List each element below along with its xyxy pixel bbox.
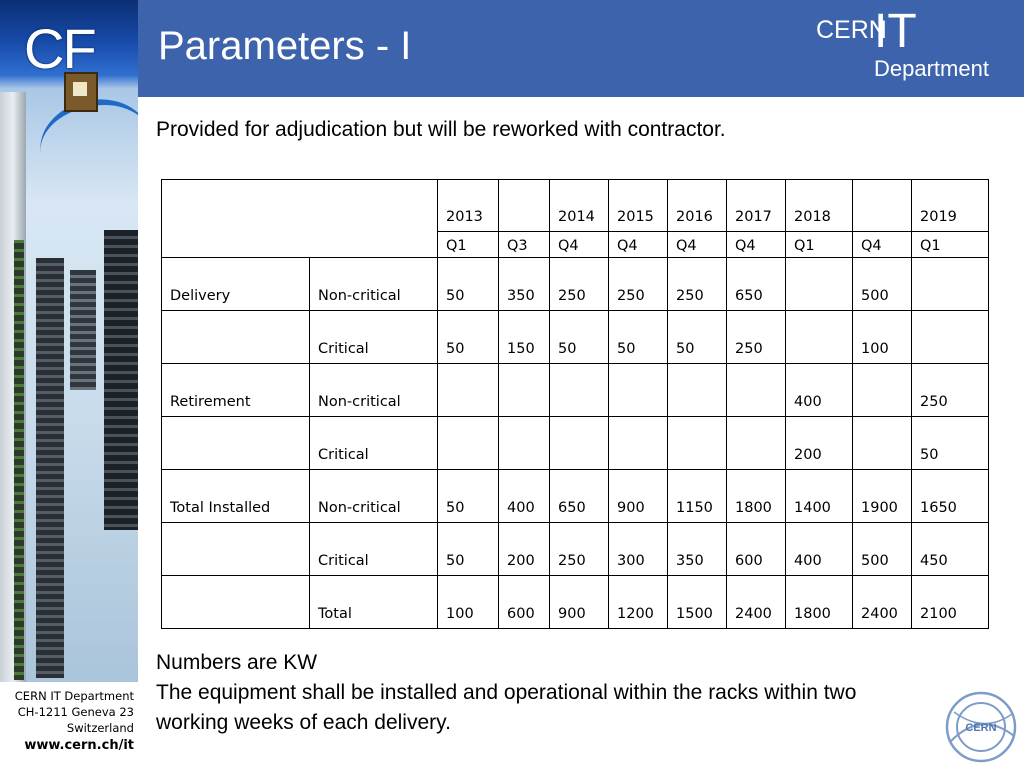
value-cell: 350 (499, 258, 550, 311)
value-cell: 400 (499, 470, 550, 523)
value-cell: 600 (727, 523, 786, 576)
value-cell: 2400 (853, 576, 912, 629)
year-cell: 2019 (912, 180, 989, 232)
photo-rack-lights (14, 240, 24, 680)
cf-logo: CF (24, 17, 95, 80)
note-installation: The equipment shall be installed and operational within the racks within two working weeks of each delivery. (156, 681, 857, 734)
value-cell (550, 364, 609, 417)
value-cell: 50 (438, 523, 499, 576)
table-row (162, 470, 989, 523)
value-cell: 250 (668, 258, 727, 311)
value-cell: 250 (609, 258, 668, 311)
value-cell: 50 (912, 417, 989, 470)
value-cell: 2100 (912, 576, 989, 629)
row-type-cell: Non-critical (310, 470, 438, 523)
row-group-cell (162, 311, 310, 364)
year-cell: 2017 (727, 180, 786, 232)
value-cell: 900 (609, 470, 668, 523)
photo-rack-far (70, 270, 96, 390)
value-cell: 200 (786, 417, 853, 470)
year-header-row (162, 180, 989, 232)
value-cell: 50 (438, 311, 499, 364)
photo-rack-right (104, 230, 138, 530)
value-cell: 250 (550, 523, 609, 576)
footer-address (0, 688, 134, 756)
page-title: Parameters - I (158, 24, 412, 68)
value-cell: 400 (786, 364, 853, 417)
quarter-cell: Q4 (550, 232, 609, 258)
value-cell: 1800 (786, 576, 853, 629)
value-cell: 1650 (912, 470, 989, 523)
it-logo-text: IT (874, 5, 917, 58)
value-cell: 600 (499, 576, 550, 629)
value-cell (438, 417, 499, 470)
value-cell (853, 417, 912, 470)
value-cell: 150 (499, 311, 550, 364)
table-row (162, 258, 989, 311)
data-center-photo (0, 0, 138, 682)
subtitle: Provided for adjudication but will be reworked with contractor. (156, 118, 726, 141)
value-cell (727, 364, 786, 417)
value-cell: 250 (912, 364, 989, 417)
footer-city: CH-1211 Geneva 23 (17, 705, 134, 719)
year-cell: 2016 (668, 180, 727, 232)
value-cell: 450 (912, 523, 989, 576)
value-cell: 900 (550, 576, 609, 629)
table-row (162, 417, 989, 470)
footer-department: CERN IT Department (14, 689, 134, 703)
quarter-cell: Q1 (912, 232, 989, 258)
corner-cell (162, 180, 438, 258)
year-cell (853, 180, 912, 232)
table-row (162, 364, 989, 417)
value-cell (912, 258, 989, 311)
value-cell (499, 364, 550, 417)
notes (156, 648, 916, 738)
row-type-cell: Non-critical (310, 258, 438, 311)
value-cell: 650 (727, 258, 786, 311)
quarter-cell: Q4 (609, 232, 668, 258)
value-cell: 350 (668, 523, 727, 576)
year-cell: 2018 (786, 180, 853, 232)
year-cell: 2015 (609, 180, 668, 232)
value-cell: 500 (853, 258, 912, 311)
value-cell: 250 (727, 311, 786, 364)
value-cell (550, 417, 609, 470)
cern-it-logo (816, 5, 1016, 90)
value-cell: 100 (853, 311, 912, 364)
value-cell (912, 311, 989, 364)
table-row (162, 311, 989, 364)
parameters-table (161, 179, 989, 629)
row-group-cell: Delivery (162, 258, 310, 311)
row-type-cell: Critical (310, 417, 438, 470)
note-units: Numbers are KW (156, 651, 318, 674)
value-cell: 50 (550, 311, 609, 364)
table-body (162, 258, 989, 629)
value-cell (499, 417, 550, 470)
value-cell: 250 (550, 258, 609, 311)
value-cell: 100 (438, 576, 499, 629)
value-cell (609, 417, 668, 470)
table-row (162, 576, 989, 629)
row-group-cell (162, 576, 310, 629)
photo-rack-middle (36, 258, 64, 678)
value-cell: 1500 (668, 576, 727, 629)
quarter-cell: Q4 (853, 232, 912, 258)
value-cell (786, 258, 853, 311)
header-bar (138, 0, 1024, 97)
row-type-cell: Critical (310, 311, 438, 364)
value-cell: 650 (550, 470, 609, 523)
row-group-cell (162, 523, 310, 576)
value-cell (853, 364, 912, 417)
value-cell: 1200 (609, 576, 668, 629)
value-cell (609, 364, 668, 417)
value-cell: 200 (499, 523, 550, 576)
year-cell: 2014 (550, 180, 609, 232)
emblem-text: CERN (965, 722, 997, 734)
value-cell: 50 (668, 311, 727, 364)
row-group-cell (162, 417, 310, 470)
row-type-cell: Critical (310, 523, 438, 576)
cern-emblem-icon (944, 690, 1018, 764)
year-cell: 2013 (438, 180, 499, 232)
value-cell (668, 364, 727, 417)
value-cell: 500 (853, 523, 912, 576)
value-cell (786, 311, 853, 364)
department-logo-text: Department (874, 56, 989, 81)
value-cell: 300 (609, 523, 668, 576)
value-cell (668, 417, 727, 470)
row-group-cell: Retirement (162, 364, 310, 417)
value-cell: 1800 (727, 470, 786, 523)
value-cell: 50 (438, 258, 499, 311)
value-cell (727, 417, 786, 470)
table-row (162, 523, 989, 576)
value-cell: 2400 (727, 576, 786, 629)
row-type-cell: Non-critical (310, 364, 438, 417)
quarter-cell: Q3 (499, 232, 550, 258)
footer-country: Switzerland (66, 721, 134, 735)
quarter-cell: Q1 (786, 232, 853, 258)
value-cell: 1400 (786, 470, 853, 523)
value-cell: 1150 (668, 470, 727, 523)
row-group-cell: Total Installed (162, 470, 310, 523)
quarter-cell: Q1 (438, 232, 499, 258)
row-type-cell: Total (310, 576, 438, 629)
cern-logo-text: CERN (816, 16, 887, 44)
year-cell (499, 180, 550, 232)
value-cell: 1900 (853, 470, 912, 523)
value-cell: 400 (786, 523, 853, 576)
quarter-cell: Q4 (727, 232, 786, 258)
quarter-cell: Q4 (668, 232, 727, 258)
footer-url[interactable]: www.cern.ch/it (24, 738, 134, 753)
value-cell (438, 364, 499, 417)
value-cell: 50 (438, 470, 499, 523)
value-cell: 50 (609, 311, 668, 364)
